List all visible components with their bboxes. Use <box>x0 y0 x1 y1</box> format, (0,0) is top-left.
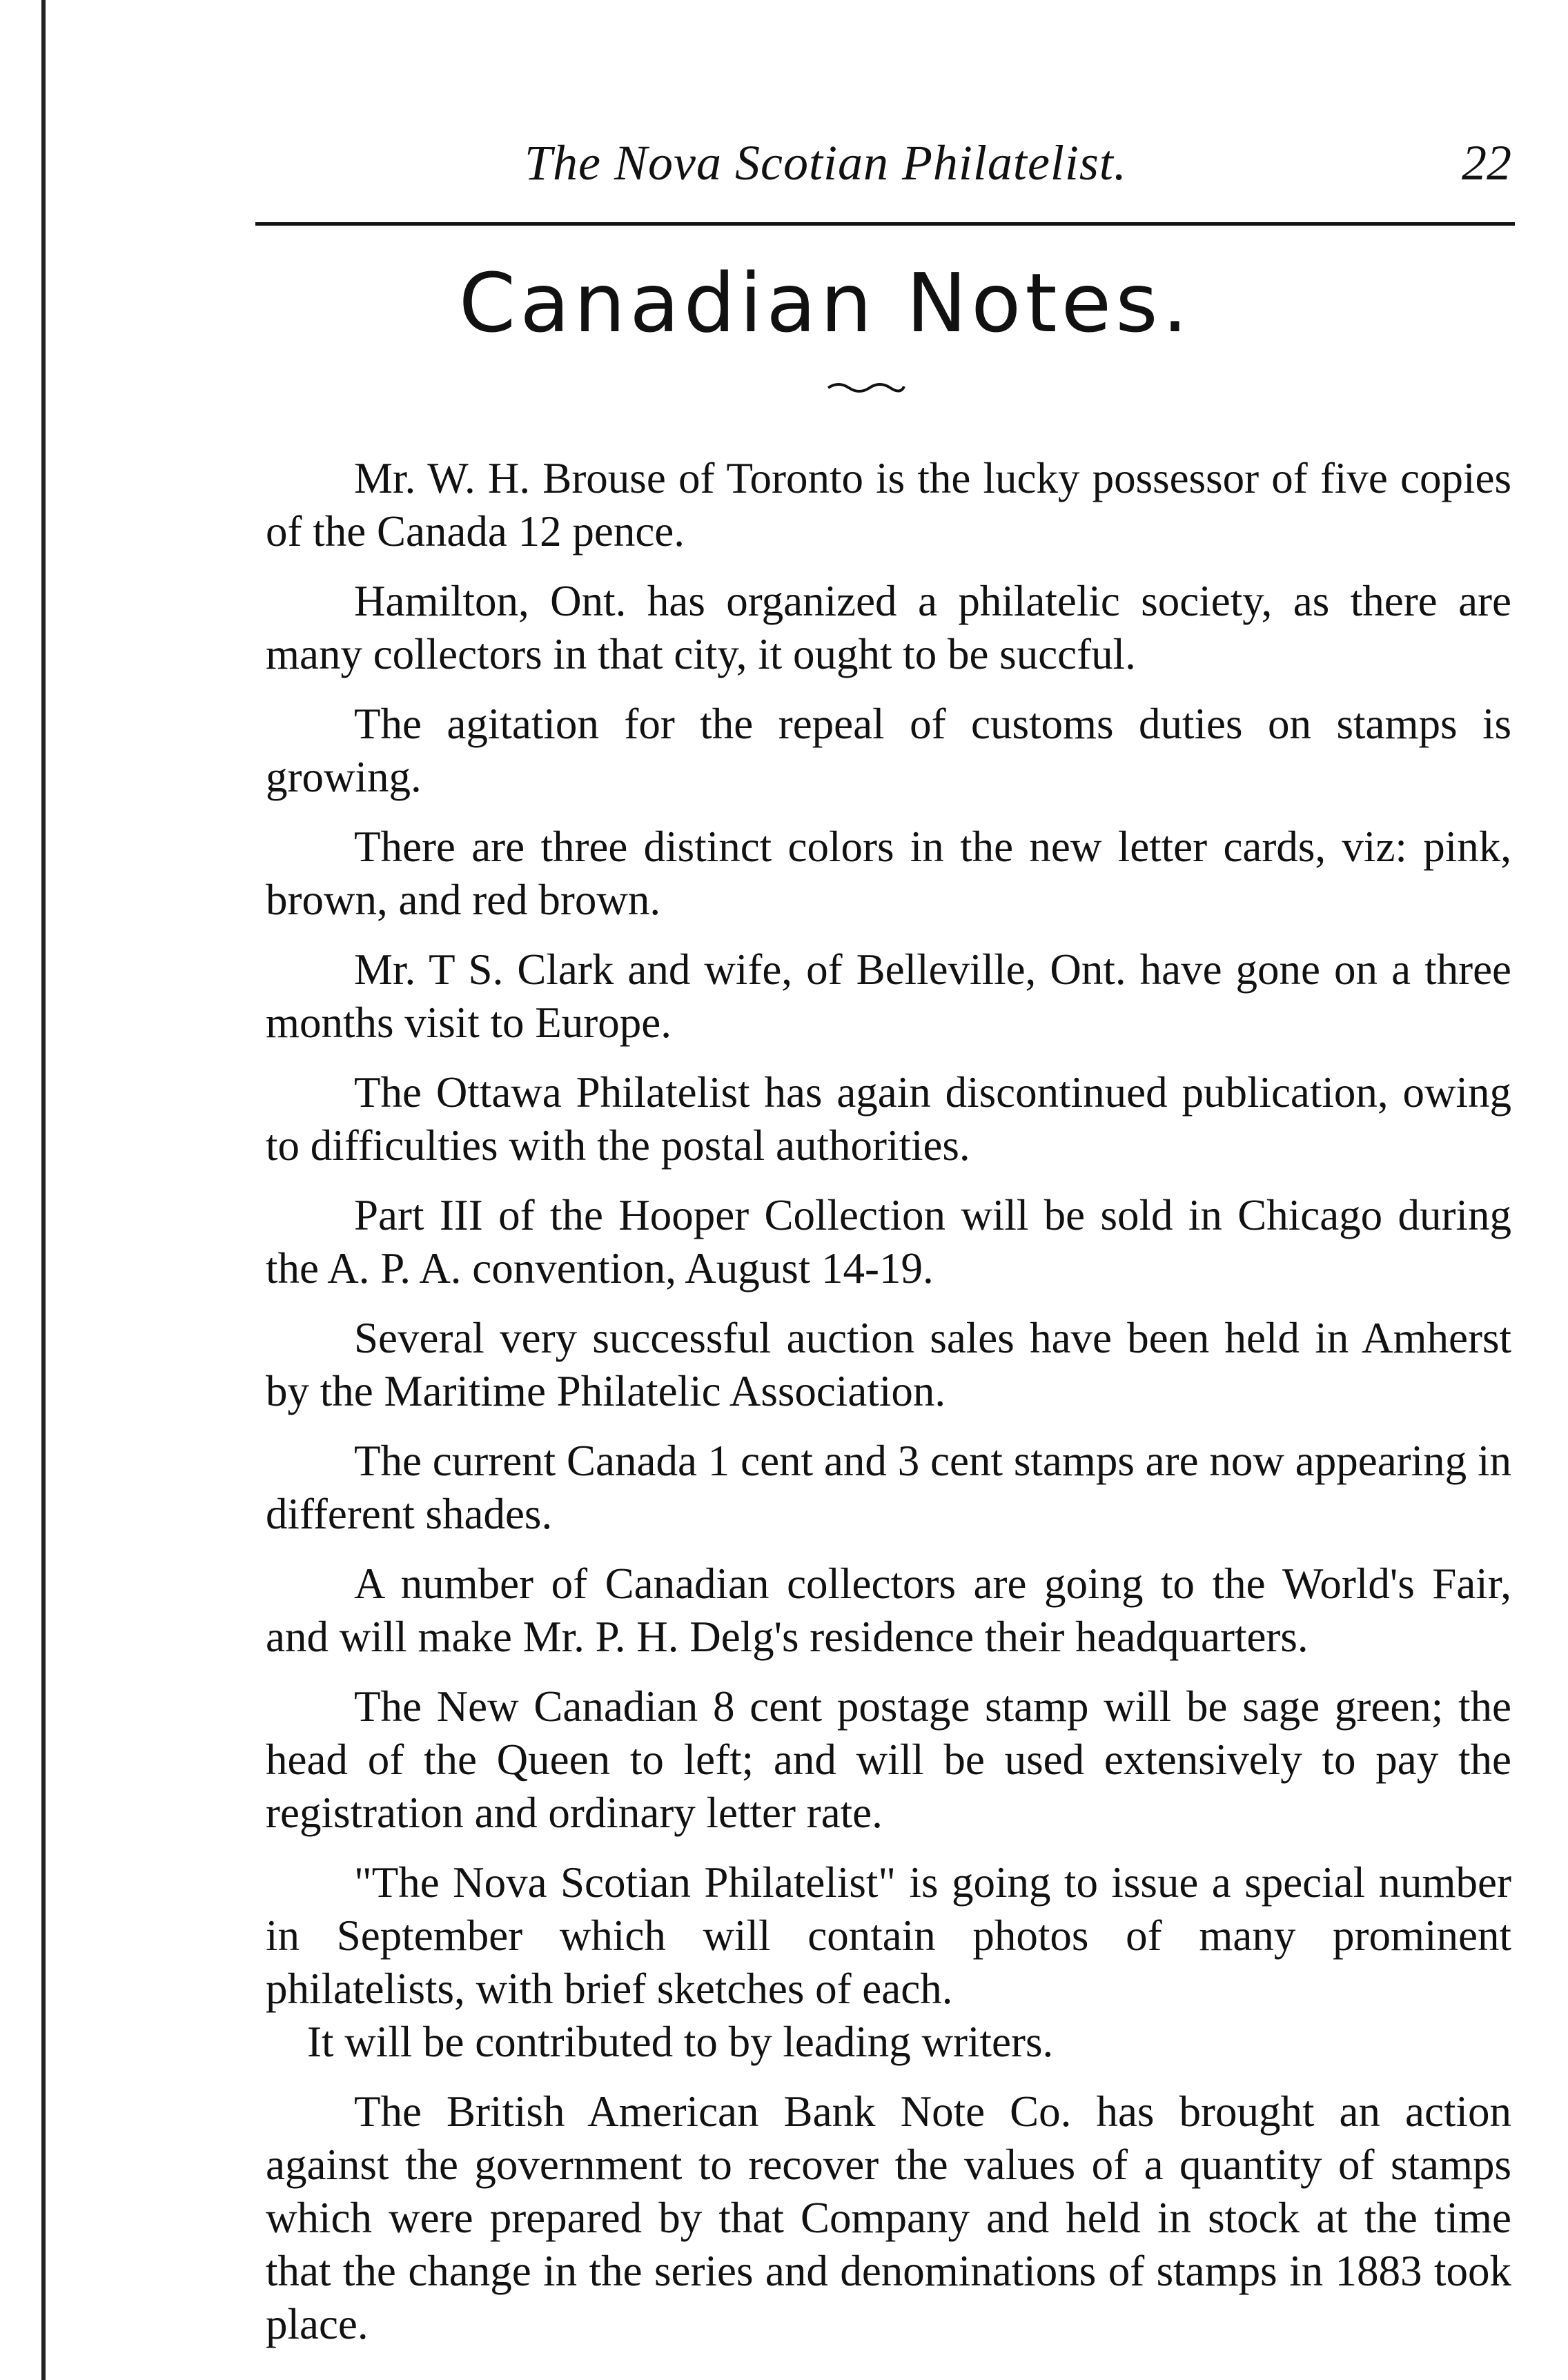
paragraph: The agitation for the repeal of customs duties on stamps is growing. <box>266 700 1511 801</box>
header-rule <box>255 222 1515 226</box>
section-title: Canadian Notes. <box>458 255 1193 351</box>
running-header <box>255 135 1511 217</box>
paragraph: The Ottawa Philatelist has again discontinued publication, owing to difficulties with the postal authorities. <box>266 1068 1511 1170</box>
paragraph: There are three distinct colors in the new letter cards, viz: pink, brown, and red brown. <box>266 823 1511 924</box>
paragraph: "The Nova Scotian Philatelist" is going to issue a special number in September which will contain photos of many prominent philatelists, with brief sketches of each. <box>266 1858 1511 2013</box>
paragraph: The New Canadian 8 cent postage stamp will be sage green; the head of the Queen to left; and will be used extensively to pay the registration and ordinary letter rate. <box>266 1682 1511 1837</box>
page-number: 22 <box>1462 135 1511 190</box>
paragraph: The current Canada 1 cent and 3 cent stamps are now appearing in different shades. <box>266 1437 1511 1538</box>
paragraph: Mr. T S. Clark and wife, of Belleville, Ont. have gone on a three months visit to Europe. <box>266 945 1511 1047</box>
paragraph: Hamilton, Ont. has organized a philatelic society, as there are many collectors in that city, it ought to be succful. <box>266 577 1511 678</box>
paragraph: Mr. W. H. Brouse of Toronto is the lucky possessor of five copies of the Canada 12 pence. <box>266 454 1511 555</box>
paragraph: It will be contributed to by leading writers. <box>307 2018 1054 2066</box>
paragraph: Part III of the Hooper Collection will be sold in Chicago during the A. P. A. convention, August 14-19. <box>266 1191 1511 1292</box>
paragraph: The British American Bank Note Co. has brought an action against the government to recover the values of a quantity of stamps which were prepared by that Company and held in stock at the time that the change in the series and denominations of stamps in 1883 took place. <box>266 2087 1511 2348</box>
ornament-flourish <box>825 380 908 393</box>
page-binding-edge <box>41 0 46 2380</box>
paragraph: Several very successful auction sales have been held in Amherst by the Maritime Philatelic Association. <box>266 1314 1511 1415</box>
journal-title: The Nova Scotian Philatelist. <box>525 135 1127 190</box>
article-body <box>266 452 1511 2368</box>
paragraph: A number of Canadian collectors are going to the World's Fair, and will make Mr. P. H. Delg's residence their headquarters. <box>266 1560 1511 1661</box>
